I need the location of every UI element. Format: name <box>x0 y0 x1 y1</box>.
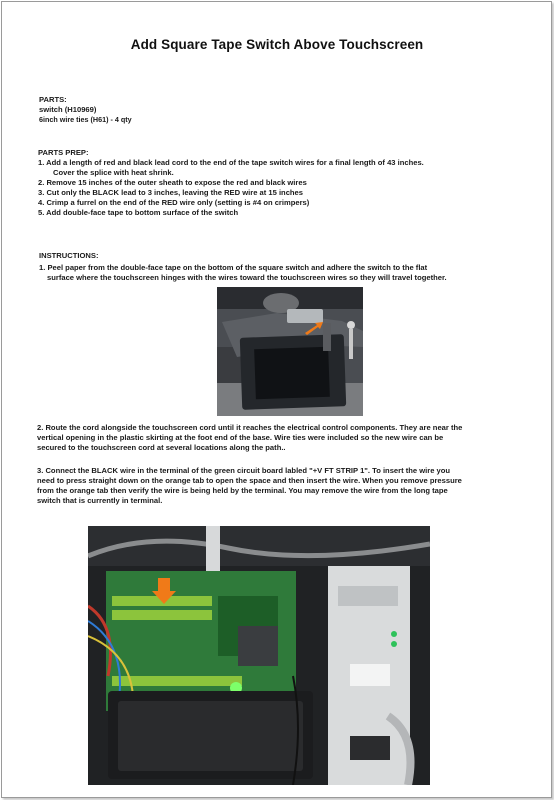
parts-prep-section <box>38 148 424 218</box>
prep-line: Cover the splice with heat shrink. <box>53 168 174 177</box>
prep-line: 3. Cut only the BLACK lead to 3 inches, leaving the RED wire at 15 inches <box>38 188 303 197</box>
step1-line: surface where the touchscreen hinges with the wires toward the touchscreen wires so they will travel together. <box>47 273 447 282</box>
prep-line: 2. Remove 15 inches of the outer sheath to expose the red and black wires <box>38 178 307 187</box>
parts-heading: PARTS: <box>39 95 67 104</box>
prep-heading: PARTS PREP: <box>38 148 89 157</box>
page-title: Add Square Tape Switch Above Touchscreen <box>130 37 424 52</box>
parts-item: 6inch wire ties (H61) - 4 qty <box>39 115 132 124</box>
step2-section <box>37 423 462 453</box>
step2-line: vertical opening in the plastic skirting at the foot end of the base. Wire ties were included so the new wire can be <box>37 433 444 442</box>
step3-section <box>37 466 462 506</box>
instructions-heading: INSTRUCTIONS: <box>39 251 99 260</box>
parts-section <box>39 95 132 125</box>
step2-line: 2. Route the cord alongside the touchscreen cord until it reaches the electrical control components. They are near the <box>37 423 463 432</box>
prep-line: 5. Add double-face tape to bottom surface of the switch <box>38 208 239 217</box>
prep-line: 1. Add a length of red and black lead cord to the end of the tape switch wires for a final length of 43 inches. <box>38 158 424 167</box>
instructions-section <box>39 251 447 283</box>
step2-line: secured to the touchscreen cord at several locations along the path.. <box>37 443 286 452</box>
circuit-board-photo <box>88 526 430 785</box>
touchscreen-photo <box>217 287 363 416</box>
step3-line: switch that is currently in terminal. <box>37 496 163 505</box>
step3-line: need to press straight down on the orange tab to open the space and then insert the wire. When you remove pressure <box>37 476 462 485</box>
step1-line: 1. Peel paper from the double-face tape on the bottom of the square switch and adhere the switch to the flat <box>39 263 428 272</box>
step3-line: 3. Connect the BLACK wire in the terminal of the green circuit board labled "+V FT STRIP 1". To insert the wire you <box>37 466 451 475</box>
prep-line: 4. Crimp a furrel on the end of the RED wire only (setting is #4 on crimpers) <box>38 198 310 207</box>
parts-item: switch (H10969) <box>39 105 97 114</box>
step3-line: from the orange tab then verify the wire is being held by the terminal. You may remove the wire from the long tape <box>37 486 448 495</box>
